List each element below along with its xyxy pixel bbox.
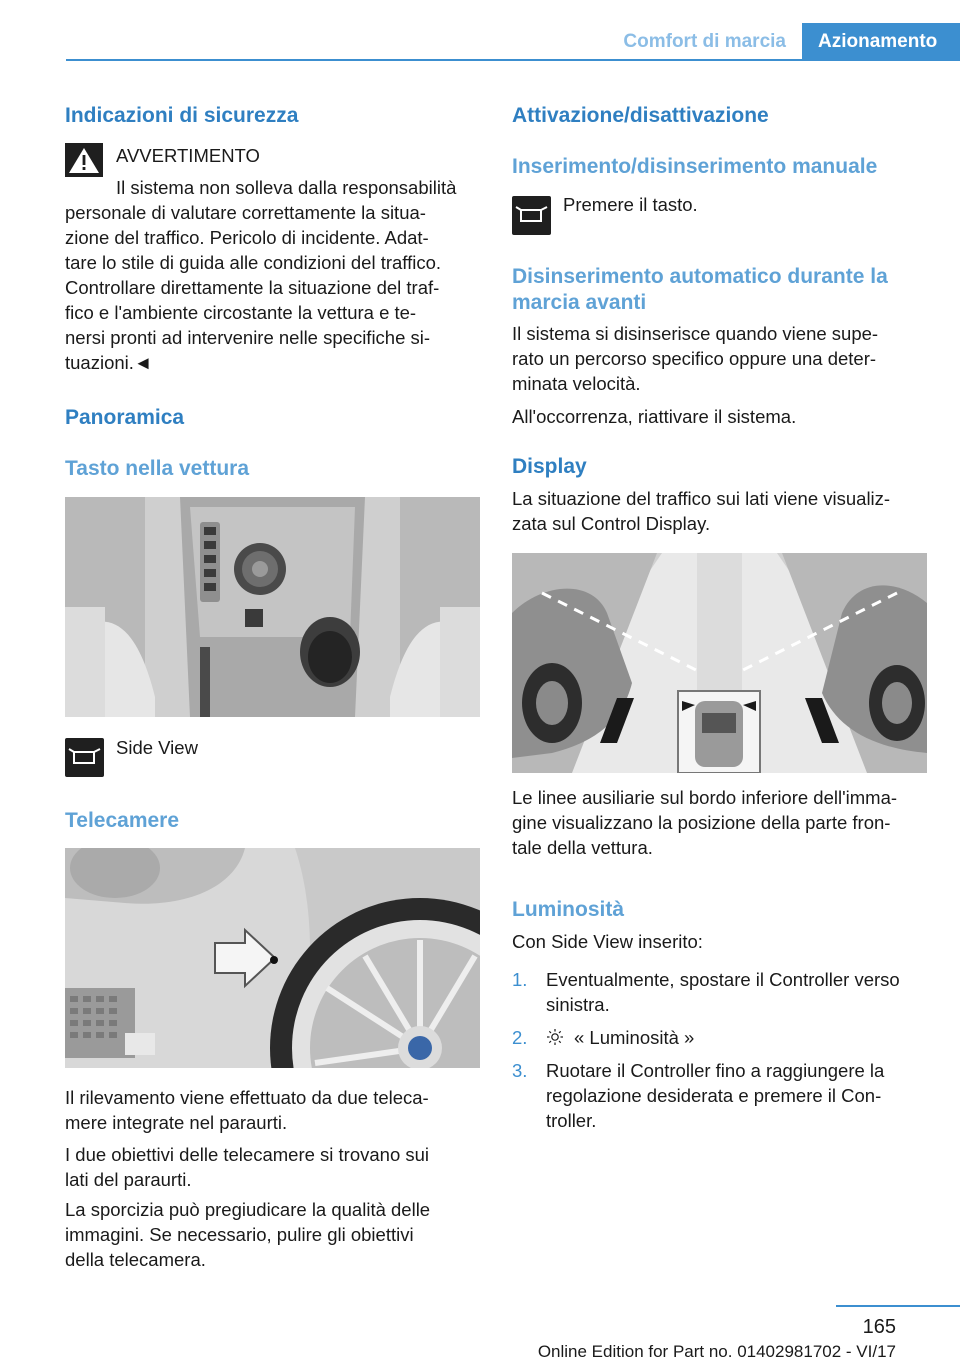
auto-off-title: Disinserimento automatico durante la marcia avanti [512, 265, 888, 314]
list-item [512, 1058, 932, 1133]
step-text: Eventualmente, spostare il Controller verso sinistra. [546, 969, 900, 1015]
header-section-tab[interactable]: Comfort di marcia [623, 31, 786, 52]
cameras-title: Telecamere [65, 809, 180, 832]
cameras-paragraph-3: La sporcizia può pregiudicare la qualità delle immagini. Se necessario, pulire gli obiettivi della telecamera. [65, 1199, 431, 1270]
list-item [512, 1025, 932, 1050]
brightness-title: Luminosità [512, 898, 625, 921]
header-chapter-tab[interactable]: Azionamento [802, 23, 960, 61]
list-item [512, 967, 932, 1017]
step-number: 3. [512, 1060, 528, 1081]
safety-title: Indicazioni di sicurezza [65, 104, 299, 127]
step-number: 2. [512, 1027, 528, 1048]
cameras-paragraph-1: Il rilevamento viene effettuato da due teleca- mere integrate nel paraurti. [65, 1087, 429, 1133]
auto-off-paragraph-2: All'occorrenza, riattivare il sistema. [512, 406, 797, 427]
console-button-photo [65, 497, 480, 717]
footer-rule [836, 1305, 960, 1307]
side-view-label: Side View [116, 737, 198, 758]
warning-triangle-icon [65, 143, 103, 177]
control-display-image [512, 553, 927, 773]
side-view-button-icon [512, 196, 551, 235]
header-rule [66, 59, 960, 61]
brightness-steps [512, 967, 932, 1141]
button-section-title: Tasto nella vettura [65, 457, 249, 480]
edition-text: Online Edition for Part no. 01402981702 - VI/17 [537, 1342, 896, 1361]
warning-label: AVVERTIMENTO [116, 145, 260, 166]
display-paragraph: La situazione del traffico sui lati viene visualiz- zata sul Control Display. [512, 488, 891, 534]
page-number: 165 [862, 1316, 896, 1338]
activation-title: Attivazione/disattivazione [512, 104, 769, 127]
manual-toggle-title: Inserimento/disinserimento manuale [512, 155, 878, 178]
overview-title: Panoramica [65, 406, 185, 429]
cameras-paragraph-2: I due obiettivi delle telecamere si trovano sui lati del paraurti. [65, 1144, 430, 1190]
step-number: 1. [512, 969, 528, 990]
display-title: Display [512, 455, 587, 478]
bumper-camera-photo [65, 848, 480, 1068]
warning-text: personale di valutare correttamente la situa- zione del traffico. Pericolo di incidente. Adat- tare lo stile di guida alle condizioni del traffico. Controllare direttamente la situazione del traf- fico e l'ambiente circostante la vettura e te- nersi pronti ad intervenire nelle specifiche si- tuazioni.◄ [65, 202, 442, 373]
step-text: Ruotare il Controller fino a raggiungere la regolazione desiderata e premere il Con- troller. [546, 1060, 885, 1131]
press-button-text: Premere il tasto. [563, 194, 698, 215]
auto-off-paragraph-1: Il sistema si disinserisce quando viene supe- rato un percorso specifico oppure una deter- minata velocità. [512, 323, 879, 394]
warning-first-line: Il sistema non solleva dalla responsabilità [116, 177, 457, 198]
brightness-intro: Con Side View inserito: [512, 931, 703, 952]
step-text: « Luminosità » [574, 1027, 695, 1048]
side-view-button-icon [65, 738, 104, 777]
sun-brightness-icon [546, 1028, 564, 1046]
display-note: Le linee ausiliarie sul bordo inferiore dell'imma- gine visualizzano la posizione della parte fron- tale della vettura. [512, 787, 898, 858]
page-header [66, 23, 960, 61]
